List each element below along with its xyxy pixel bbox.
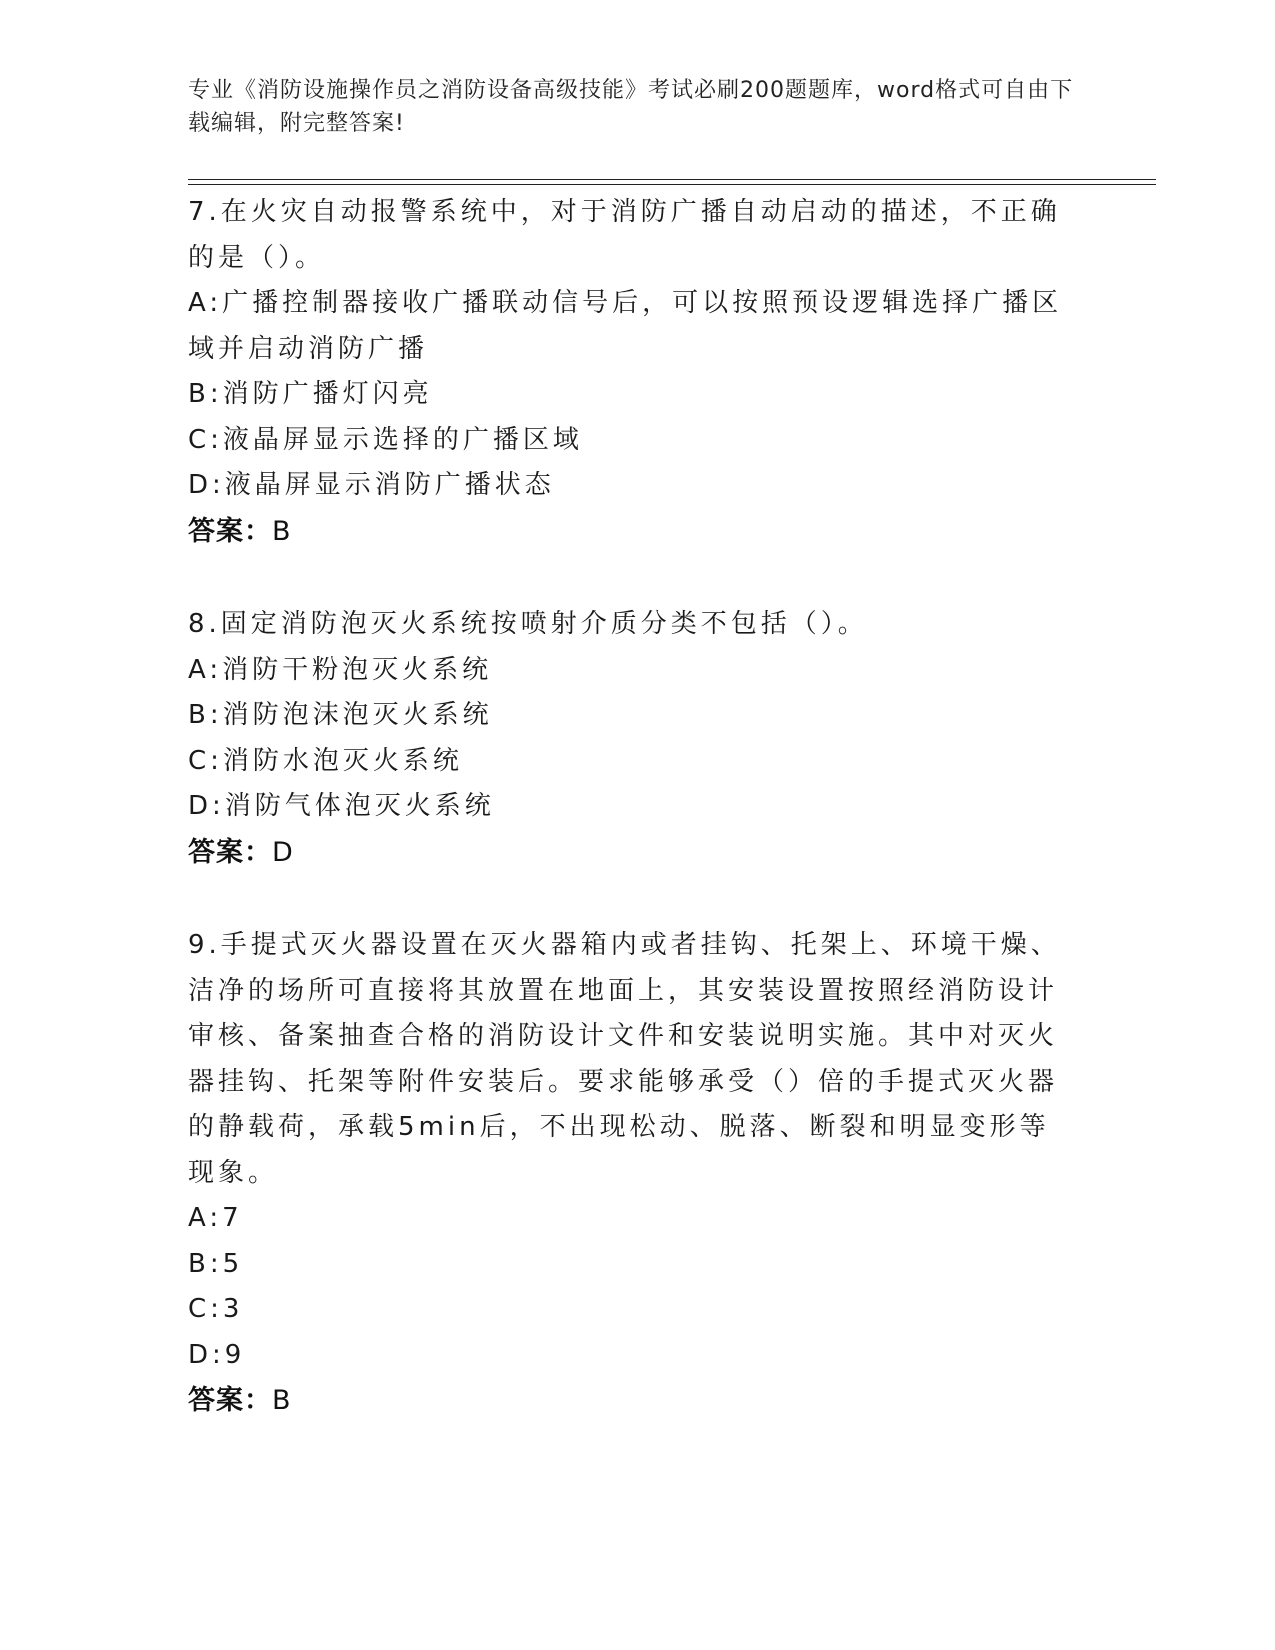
option-b: B:消防泡沫泡灭火系统	[188, 700, 493, 730]
option-d: D:9	[188, 1339, 246, 1370]
question-stem: 7.在火灾自动报警系统中，对于消防广播自动启动的描述，不正确的是（）。	[188, 197, 1061, 273]
answer-label: 答案：	[188, 515, 272, 547]
option-c: C:3	[188, 1294, 244, 1324]
option-a: A:消防干粉泡灭火系统	[188, 654, 493, 685]
answer-value: B	[272, 515, 292, 547]
question-list	[188, 190, 1088, 1472]
question-stem: 9.手提式灭火器设置在灭火器箱内或者挂钩、托架上、环境干燥、洁净的场所可直接将其放置在地面上，其安装设置按照经消防设计审核、备案抽查合格的消防设计文件和安装说明实施。其中对灭火器挂钩、托架等附件安装后。要求能够承受（）倍的手提式灭火器的静载荷，承载5min后，不出现松动、脱落、断裂和明显变形等现象。	[188, 930, 1061, 1188]
option-d: D:消防气体泡灭火系统	[188, 791, 495, 821]
question-stem: 8.固定消防泡灭火系统按喷射介质分类不包括（）。	[188, 609, 868, 639]
answer-line	[188, 830, 1088, 876]
option-d: D:液晶屏显示消防广播状态	[188, 470, 555, 500]
answer-line	[188, 509, 1088, 555]
answer-value: B	[272, 1385, 292, 1416]
option-b: B:5	[188, 1248, 244, 1279]
option-a: A:广播控制器接收广播联动信号后，可以按照预设逻辑选择广播区域并启动消防广播	[188, 288, 1063, 364]
answer-label: 答案：	[188, 836, 272, 868]
option-a: A:7	[188, 1203, 243, 1233]
document-header: 专业《消防设施操作员之消防设备高级技能》考试必刷200题题库，word格式可自由下载编辑，附完整答案!	[188, 78, 1074, 136]
question-7	[188, 190, 1088, 554]
header-divider-bottom	[188, 184, 1156, 185]
header-divider-top	[188, 179, 1156, 180]
option-c: C:液晶屏显示选择的广播区域	[188, 424, 583, 455]
answer-line	[188, 1378, 1088, 1424]
question-8	[188, 602, 1088, 875]
option-c: C:消防水泡灭火系统	[188, 745, 463, 776]
answer-label: 答案：	[188, 1385, 272, 1416]
answer-value: D	[272, 836, 294, 868]
question-9	[188, 923, 1088, 1424]
option-b: B:消防广播灯闪亮	[188, 379, 433, 409]
